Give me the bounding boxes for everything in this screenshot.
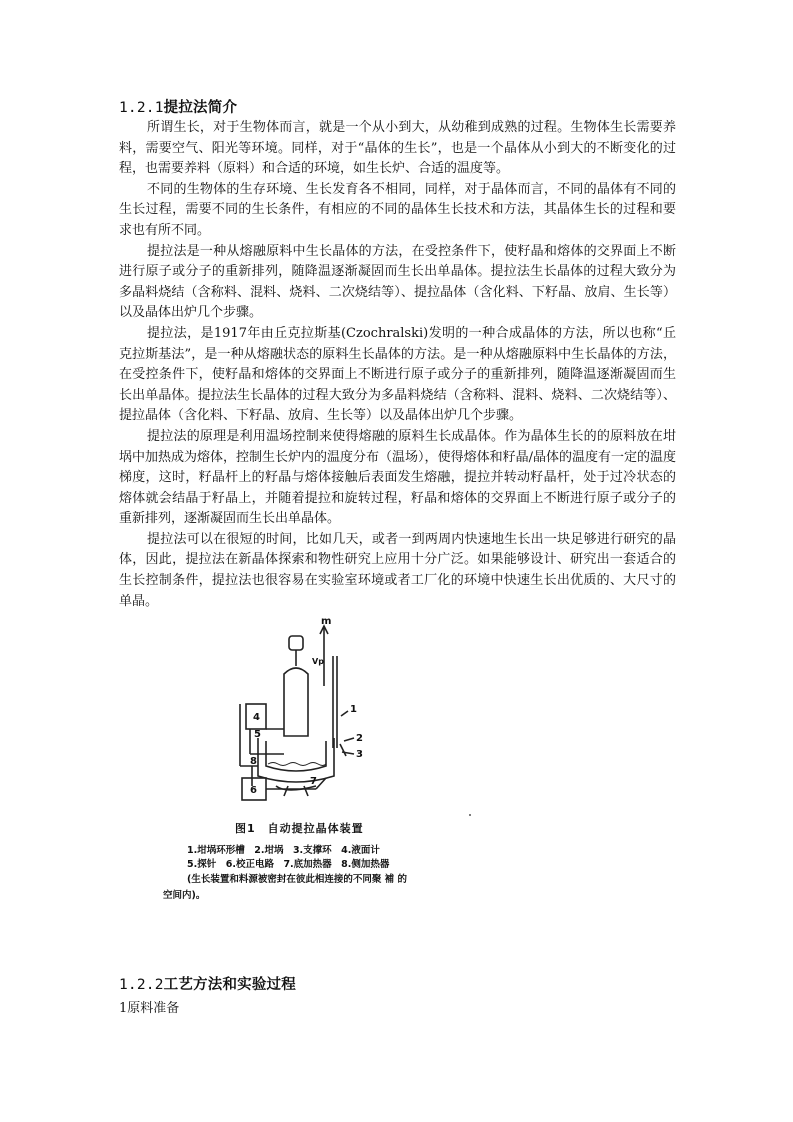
section-body-1-2-1 [119,118,676,612]
seed-holder [289,636,303,650]
section-number: 1.2.1 [119,100,164,116]
figure-caption-line: 空间内)。 [163,890,206,901]
label-vp: Vp [312,657,324,666]
section-title: 工艺方法和实验过程 [163,977,296,993]
section-number: 1.2.2 [119,977,164,993]
crucible-ring-groove [258,738,334,782]
figure-caption-line: (生长装置和料源被密封在彼此相连接的不同聚 補 的 [187,874,407,885]
label-5: 5 [254,729,261,740]
sub-item: 1原料准备 [119,1001,180,1016]
paragraph: 提拉法可以在很短的时间，比如几天，或者一到两周内快速地生长出一块足够进行研究的晶体，因此，提拉法在新晶体探索和物性研究上应用十分广泛。如果能够设计、研究出一套适合的生长控制条件，提拉法也很容易在实验室环境或者工厂化的环境中快速生长出优质的、大尺寸的单晶。 [119,531,676,609]
label-3: 3 [356,749,363,760]
label-8: 8 [250,756,257,767]
label-6: 6 [250,785,257,796]
label-m: m [321,616,332,627]
section-heading-1-2-1 [119,96,237,117]
label-7: 7 [310,776,317,787]
label-2: 2 [356,733,363,744]
crucible [266,741,326,771]
paragraph: 提拉法的原理是利用温场控制来使得熔融的原料生长成晶体。作为晶体生长的的原料放在坩埚中加热成为熔体，控制生长炉内的温度分布（温场），使得熔体和籽晶/晶体的温度有一定的温度梯度，这时，籽晶杆上的籽晶与熔体接触后表面发生熔融，提拉并转动籽晶杆，处于过冷状态的熔体就会结晶于籽晶上，并随着提拉和旋转过程，籽晶和熔体的交界面上不断进行原子或分子的重新排列，逐渐凝固而生长出单晶体。 [119,428,676,527]
paragraph: 不同的生物体的生存环境、生长发育各不相同，同样，对于晶体而言，不同的晶体有不同的生长过程，需要不同的生长条件，有相应的不同的晶体生长技术和方法，其晶体生长的过程和要求也有所不同。 [119,181,676,238]
figure-caption-line: 1.坩埚环形槽 2.坩埚 3.支撑环 4.液面计 [187,845,380,856]
label-4: 4 [253,712,260,723]
figure-caption-title: 图1 自动提拉晶体装置 [235,822,364,835]
paragraph: 所谓生长，对于生物体而言，就是一个从小到大，从幼稚到成熟的过程。生物体生长需要养料，需要空气、阳光等环境。同样，对于“晶体的生长”，也是一个晶体从小到大的不断变化的过程，也需要养料（原料）和合适的环境，如生长炉、合适的温度等。 [119,120,676,177]
label-1: 1 [350,704,357,715]
section-heading-1-2-2 [119,973,296,994]
speck [469,814,471,816]
figure-caption-line: 5.探针 6.校正电路 7.底加热器 8.侧加热器 [187,859,390,870]
paragraph: 提拉法是一种从熔融原料中生长晶体的方法，在受控条件下，使籽晶和熔体的交界面上不断进行原子或分子的重新排列，随降温逐渐凝固而生长出单晶体。提拉法生长晶体的过程大致分为多晶料烧结（含称料、混料、烧料、二次烧结等）、提拉晶体（含化料、下籽晶、放肩、生长等）以及晶体出炉几个步骤。 [119,243,676,321]
paragraph: 提拉法，是1917年由丘克拉斯基(Czochralski)发明的一种合成晶体的方法，所以也称“丘克拉斯基法”，是一种从熔融状态的原料生长晶体的方法。是一种从熔融原料中生长晶体的方法，在受控条件下，使籽晶和熔体的交界面上不断进行原子或分子的重新排列，随降温逐渐凝固而生长出单晶体。提拉法生长晶体的过程大致分为多晶料烧结（含称料、混料、烧料、二次烧结等）、提拉晶体（含化料、下籽晶、放肩、生长等）以及晶体出炉几个步骤。 [119,325,676,424]
crystal-column [284,668,308,736]
section-title: 提拉法简介 [163,100,238,116]
